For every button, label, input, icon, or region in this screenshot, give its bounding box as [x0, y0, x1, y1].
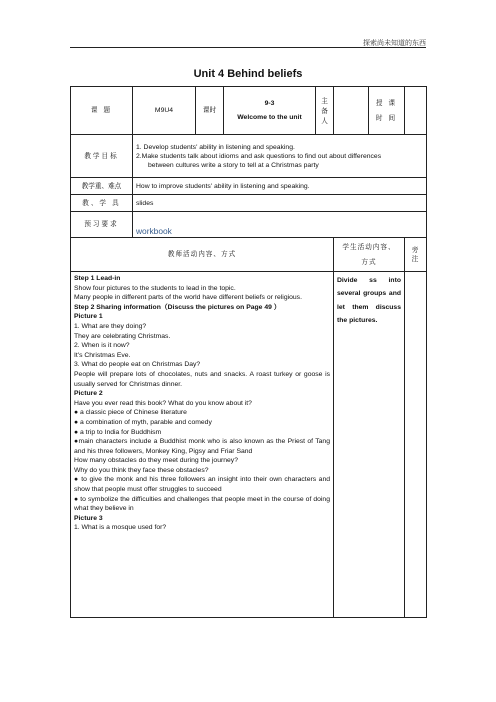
period-cell — [224, 87, 316, 135]
content-line: ● to give the monk and his three followers an insight into their own characters and show that people must offer struggles to succeed — [74, 476, 330, 494]
content-line: Many people in different parts of the world have different beliefs or religious. — [74, 294, 302, 302]
keypoints-label: 教学重、难点 — [71, 178, 133, 195]
preparer-char: 主 — [321, 96, 328, 105]
teaching-time-line1: 授 课 — [375, 98, 398, 107]
preparer-label — [316, 87, 334, 135]
content-line: 3. What do people eat on Christmas Day? — [74, 361, 201, 369]
teacher-activity-content — [71, 272, 334, 618]
preview-value: workbook — [136, 226, 172, 236]
content-line: How many obstacles do they meet during the journey? — [74, 457, 238, 465]
teaching-time-label — [369, 87, 405, 135]
content-line: Step 1 Lead-in — [74, 275, 121, 282]
content-line: 2. When is it now? — [74, 342, 130, 350]
goals-cell — [133, 135, 427, 178]
content-line: Picture 2 — [74, 390, 103, 398]
preparer-value — [334, 87, 369, 135]
column-header-row — [71, 238, 427, 272]
notes-content — [405, 272, 427, 618]
period-number: 9-3 — [264, 100, 275, 107]
topic-label: 课 题 — [71, 87, 133, 135]
content-line: Why do you think they face these obstacles? — [74, 466, 209, 474]
teaching-time-line2: 时 间 — [375, 113, 398, 122]
preview-cell — [133, 212, 427, 238]
content-line: ● to symbolize the difficulties and challenges that people meet in the course of doing what they believe in — [74, 495, 330, 513]
info-row-keypoints — [71, 178, 427, 195]
preview-label: 预习要求 — [71, 212, 133, 238]
content-line: Show four pictures to the students to lead in the topic. — [74, 284, 236, 292]
info-row-aids — [71, 195, 427, 212]
content-line: Step 2 Sharing information（Discuss the pictures on Page 49 ） — [74, 303, 281, 311]
content-line: ● a classic piece of Chinese literature — [74, 409, 187, 417]
student-activity-header-line2: 方式 — [361, 257, 377, 266]
info-row-goals — [71, 135, 427, 178]
content-line: ● a combination of myth, parable and comedy — [74, 418, 212, 426]
header-rule — [70, 47, 426, 48]
goals-label: 教学目标 — [71, 135, 133, 178]
content-line: 1. What is a mosque used for? — [74, 524, 167, 532]
goal-item: 1. Develop students' ability in listening and speaking. — [136, 143, 295, 151]
activity-row — [71, 272, 427, 618]
content-line: ●main characters include a Buddhist monk who is also known as the Priest of Tang and his three followers, Monkey King, Pigsy and Friar Sand — [74, 438, 330, 455]
student-activity-content — [334, 272, 405, 618]
goal-item: 2.Make students talk about idioms and ask questions to find out about differences — [136, 152, 382, 160]
content-line: Have you ever read this book? What do you know about it? — [74, 399, 252, 407]
goal-item: between cultures write a story to tell at a Christmas party — [148, 161, 319, 169]
aids-label: 教、学 具 — [71, 195, 133, 212]
student-activity-header — [334, 238, 405, 272]
student-activity-text: Divide ss into several groups and let them discuss the pictures. — [337, 277, 401, 325]
content-line: ● a trip to India for Buddhism — [74, 428, 162, 436]
keypoints-value: How to improve students' ability in listening and speaking. — [133, 178, 427, 195]
page-header-text: 探索尚未知道的东西 — [363, 39, 426, 47]
lesson-plan-table — [70, 86, 427, 618]
period-title: Welcome to the unit — [237, 114, 302, 121]
info-row-topic — [71, 87, 427, 135]
preparer-char: 人 — [321, 116, 328, 125]
content-line: They are celebrating Christmas. — [74, 332, 171, 340]
content-line: People will prepare lots of chocolates, nuts and snacks. A roast turkey or goose is usually served for Christmas dinner. — [74, 370, 330, 388]
content-line: It's Christmas Eve. — [74, 351, 131, 359]
student-activity-header-line1: 学生活动内容、 — [342, 242, 396, 251]
teaching-time-value — [405, 87, 427, 135]
teacher-activity-header: 教师活动内容、方式 — [71, 238, 334, 272]
info-row-preview — [71, 212, 427, 238]
content-line: Picture 1 — [74, 313, 103, 321]
topic-value: M9U4 — [133, 87, 196, 135]
notes-header: 旁 注 — [405, 238, 427, 272]
preparer-char: 备 — [321, 106, 328, 115]
content-line: Picture 3 — [74, 514, 103, 522]
document-title: Unit 4 Behind beliefs — [193, 68, 303, 80]
period-label: 课时 — [196, 87, 224, 135]
aids-value: slides — [133, 195, 427, 212]
content-line: 1. What are they doing? — [74, 322, 147, 330]
